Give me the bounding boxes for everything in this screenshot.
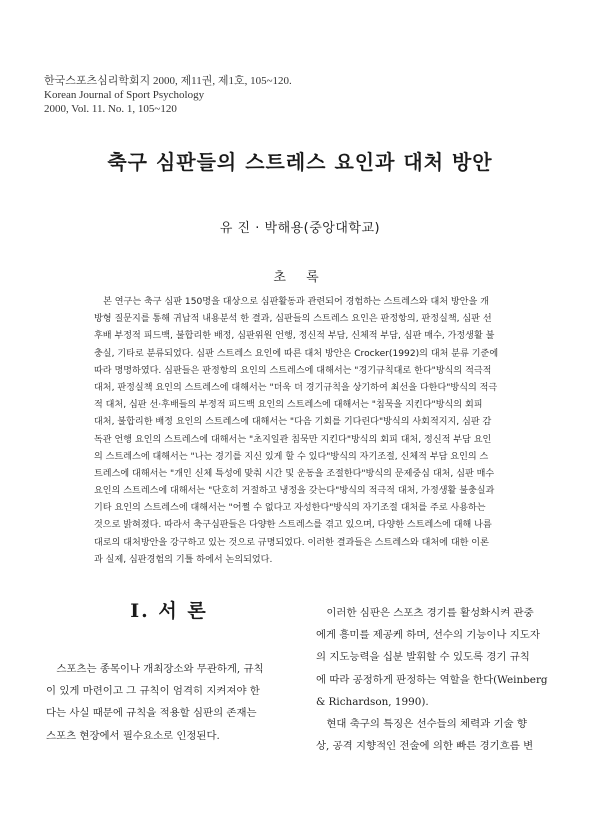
paragraph-line: 다는 사실 때문에 규칙을 적용할 심판의 존재는 <box>46 707 257 720</box>
abstract-line: 과 실제, 심판경험의 기틀 하에서 논의되었다. <box>94 554 273 565</box>
abstract-line: 기타 요인의 스트레스에 대해서는 "어쩔 수 없다고 자성한다"방식의 자기조절 대처를 주로 사용하는 <box>94 503 486 514</box>
section-title-introduction: Ⅰ. 서 론 <box>130 600 208 622</box>
journal-name-english: Korean Journal of Sport Psychology <box>44 89 205 101</box>
abstract-line: 적 대처, 심판 선·후배들의 부정적 피드백 요인의 스트레스에 대해서는 "침묵을 지킨다"방식의 회피 <box>94 400 483 411</box>
paragraph-line: & Richardson, 1990). <box>316 695 429 708</box>
abstract-line: 대처, 판정실책 요인의 스트레스에 대해서는 "더욱 더 경기규칙을 상기하여 최선을 다한다"방식의 적극 <box>94 382 498 393</box>
paragraph-line: 에 따라 공정하게 판정하는 역할을 한다(Weinberg <box>316 673 548 686</box>
abstract-line: 충실, 기타로 분류되었다. 심판 스트레스 요인에 따른 대처 방안은 Crocker(1992)의 대처 분류 기준에 <box>94 348 499 359</box>
paper-title: 축구 심판들의 스트레스 요인과 대처 방안 <box>107 150 493 174</box>
journal-header <box>44 74 292 116</box>
paragraph-line: 의 지도능력을 십분 발휘할 수 있도록 경기 규칙 <box>316 651 530 664</box>
paragraph-line: 현대 축구의 특징은 선수들의 체력과 기술 향 <box>326 717 527 730</box>
paragraph-line: 이러한 심판은 스포츠 경기를 활성화시켜 관중 <box>326 607 534 619</box>
abstract-line: 따라 명명하였다. 심판들은 판정항의 요인의 스트레스에 대해서는 "경기규칙대로 한다"방식의 적극적 <box>94 365 492 376</box>
abstract-line: 트레스에 대해서는 "개인 신체 특성에 맞춰 시간 및 운동을 조절한다"방식의 문제중심 대처, 심판 매수 <box>94 468 495 479</box>
abstract-line: 대처, 불합리한 배정 요인의 스트레스에 대해서는 "다음 기회를 기다린다"방식의 사회적지지, 심판 감 <box>94 417 492 428</box>
abstract-line: 본 연구는 축구 심판 150명을 대상으로 심판활동과 관련되어 경험하는 스트레스와 대처 방안을 개 <box>103 297 489 307</box>
paragraph-line: 상, 공격 지향적인 전술에 의한 빠른 경기흐름 변 <box>316 740 534 753</box>
abstract-line: 것으로 밝혀졌다. 따라서 축구심판들은 다양한 스트레스를 겪고 있으며, 다양한 스트레스에 대해 나름 <box>94 520 492 531</box>
abstract-line: 방형 질문지를 통해 귀납적 내용분석 한 결과, 심판들의 스트레스 요인은 판정항의, 판정실책, 심판 선 <box>94 314 492 325</box>
paper-authors: 유 진 · 박해용(중앙대학교) <box>219 221 381 236</box>
abstract-body <box>94 294 506 569</box>
intro-left-column <box>46 658 284 747</box>
journal-citation-korean: 한국스포츠심리학회지 2000, 제11권, 제1호, 105~120. <box>44 75 292 87</box>
paragraph-line: 스포츠 현장에서 필수요소로 인정된다. <box>46 729 220 742</box>
abstract-line: 요인의 스트레스에 대해서는 "단호히 거절하고 냉정을 갖는다"방식의 적극적 대처, 가정생활 불충실과 <box>94 486 495 497</box>
paragraph-line: 이 있게 마련이고 그 규칙이 엄격히 지켜져야 한 <box>46 685 260 698</box>
journal-citation-english: 2000, Vol. 11. No. 1, 105~120 <box>44 103 177 115</box>
abstract-line: 대로의 대처방안을 강구하고 있는 것으로 규명되었다. 이러한 결과들은 스트레스와 대처에 대한 이론 <box>94 537 489 548</box>
abstract-line: 의 스트레스에 대해서는 "나는 경기를 지신 있게 할 수 있다"방식의 자기조절, 신체적 부담 요인의 스 <box>94 451 489 462</box>
paragraph-line: 에게 흥미를 제공케 하며, 선수의 기능이나 지도자 <box>316 629 540 642</box>
paragraph-line: 스포츠는 종목이나 개최장소와 무관하게, 규칙 <box>56 663 264 675</box>
intro-right-column <box>316 602 556 757</box>
abstract-line: 독관 언행 요인의 스트레스에 대해서는 "초지일관 침묵만 지킨다"방식의 회피 대처, 정신적 부담 요인 <box>94 434 492 445</box>
abstract-heading: 초 록 <box>273 270 327 285</box>
abstract-line: 후배 부정적 피드백, 불합리한 배정, 심판위원 언행, 정신적 부담, 신체적 부담, 심판 매수, 가정생활 불 <box>94 331 495 342</box>
